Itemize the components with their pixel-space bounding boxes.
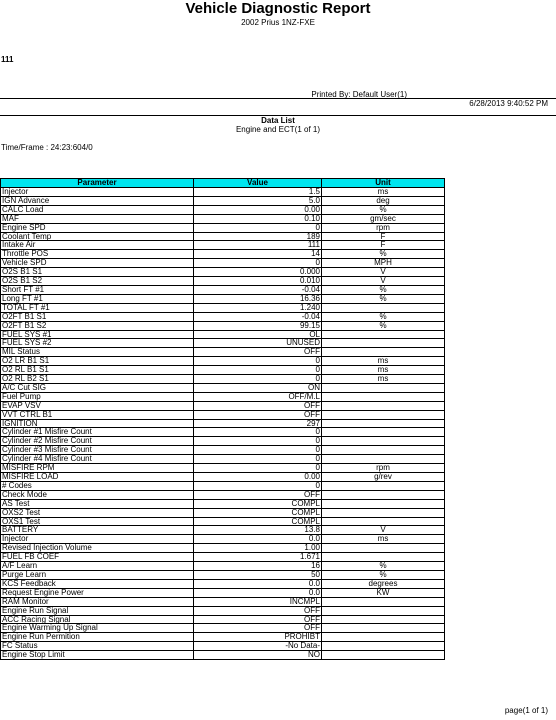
value-cell: OFF bbox=[194, 401, 322, 410]
table-row bbox=[1, 588, 445, 597]
parameter-cell: ACC Racing Signal bbox=[1, 615, 194, 624]
table-row bbox=[1, 410, 445, 419]
value-cell: 297 bbox=[194, 419, 322, 428]
report-title: Vehicle Diagnostic Report bbox=[185, 0, 371, 17]
unit-cell: F bbox=[322, 232, 445, 241]
table-row bbox=[1, 553, 445, 562]
unit-cell: % bbox=[322, 321, 445, 330]
parameter-cell: O2S B1 S2 bbox=[1, 277, 194, 286]
parameter-cell: Engine Run Signal bbox=[1, 606, 194, 615]
unit-cell bbox=[322, 455, 445, 464]
parameter-cell: Cylinder #3 Misfire Count bbox=[1, 446, 194, 455]
table-row bbox=[1, 490, 445, 499]
unit-cell bbox=[322, 446, 445, 455]
value-cell: 1.5 bbox=[194, 188, 322, 197]
value-cell: 0 bbox=[194, 455, 322, 464]
parameter-cell: Check Mode bbox=[1, 490, 194, 499]
parameter-cell: BATTERY bbox=[1, 526, 194, 535]
parameter-cell: O2FT B1 S1 bbox=[1, 312, 194, 321]
value-cell: 99.15 bbox=[194, 321, 322, 330]
value-cell: 0 bbox=[194, 357, 322, 366]
value-cell: OL bbox=[194, 330, 322, 339]
parameter-cell: A/C Cut SIG bbox=[1, 383, 194, 392]
unit-cell bbox=[322, 517, 445, 526]
parameter-cell: Throttle POS bbox=[1, 250, 194, 259]
parameter-cell: Engine Warming Up Signal bbox=[1, 624, 194, 633]
unit-cell: ms bbox=[322, 535, 445, 544]
parameter-cell: Engine Stop Limit bbox=[1, 651, 194, 660]
table-row bbox=[1, 401, 445, 410]
parameter-cell: O2S B1 S1 bbox=[1, 268, 194, 277]
column-header-unit: Unit bbox=[322, 179, 445, 188]
unit-cell: g/rev bbox=[322, 473, 445, 482]
unit-cell bbox=[322, 624, 445, 633]
parameter-cell: O2 RL B1 S1 bbox=[1, 366, 194, 375]
parameter-cell: MISFIRE RPM bbox=[1, 464, 194, 473]
parameter-cell: VVT CTRL B1 bbox=[1, 410, 194, 419]
table-row bbox=[1, 544, 445, 553]
table-row bbox=[1, 214, 445, 223]
table-row bbox=[1, 499, 445, 508]
value-cell: 0 bbox=[194, 375, 322, 384]
table-row bbox=[1, 517, 445, 526]
data-list-table bbox=[0, 178, 445, 660]
parameter-cell: TOTAL FT #1 bbox=[1, 303, 194, 312]
parameter-cell: Short FT #1 bbox=[1, 285, 194, 294]
value-cell: 0.00 bbox=[194, 473, 322, 482]
table-row bbox=[1, 562, 445, 571]
parameter-cell: Cylinder #4 Misfire Count bbox=[1, 455, 194, 464]
table-row bbox=[1, 455, 445, 464]
unit-cell bbox=[322, 633, 445, 642]
value-cell: 0.0 bbox=[194, 535, 322, 544]
table-row bbox=[1, 294, 445, 303]
unit-cell: KW bbox=[322, 588, 445, 597]
value-cell: 189 bbox=[194, 232, 322, 241]
value-cell: 0 bbox=[194, 464, 322, 473]
value-cell: NO bbox=[194, 651, 322, 660]
value-cell: COMPL bbox=[194, 499, 322, 508]
table-row bbox=[1, 196, 445, 205]
value-cell: 0 bbox=[194, 366, 322, 375]
unit-cell: degrees bbox=[322, 579, 445, 588]
unit-cell: % bbox=[322, 312, 445, 321]
unit-cell: ms bbox=[322, 366, 445, 375]
parameter-cell: Vehicle SPD bbox=[1, 259, 194, 268]
unit-cell: V bbox=[322, 526, 445, 535]
value-cell: 0 bbox=[194, 437, 322, 446]
table-row bbox=[1, 446, 445, 455]
parameter-cell: FUEL SYS #2 bbox=[1, 339, 194, 348]
unit-cell bbox=[322, 508, 445, 517]
value-cell: INCMPL bbox=[194, 597, 322, 606]
unit-cell bbox=[322, 651, 445, 660]
column-header-value: Value bbox=[194, 179, 322, 188]
unit-cell: % bbox=[322, 570, 445, 579]
table-row bbox=[1, 606, 445, 615]
unit-cell bbox=[322, 383, 445, 392]
unit-cell: % bbox=[322, 562, 445, 571]
parameter-cell: MIL Status bbox=[1, 348, 194, 357]
value-cell: 0 bbox=[194, 446, 322, 455]
unit-cell bbox=[322, 606, 445, 615]
value-cell: OFF bbox=[194, 615, 322, 624]
parameter-cell: Revised Injection Volume bbox=[1, 544, 194, 553]
parameter-cell: Injector bbox=[1, 188, 194, 197]
parameter-cell: Fuel Pump bbox=[1, 392, 194, 401]
parameter-cell: Injector bbox=[1, 535, 194, 544]
parameter-cell: FC Status bbox=[1, 642, 194, 651]
table-row bbox=[1, 597, 445, 606]
value-cell: 0.0 bbox=[194, 588, 322, 597]
unit-cell bbox=[322, 490, 445, 499]
table-row bbox=[1, 250, 445, 259]
value-cell: OFF bbox=[194, 624, 322, 633]
column-header-parameter: Parameter bbox=[1, 179, 194, 188]
value-cell: 0.0 bbox=[194, 579, 322, 588]
unit-cell: % bbox=[322, 285, 445, 294]
value-cell: OFF/M.L bbox=[194, 392, 322, 401]
value-cell: 14 bbox=[194, 250, 322, 259]
value-cell: -0.04 bbox=[194, 285, 322, 294]
value-cell: PROHIBT bbox=[194, 633, 322, 642]
table-row bbox=[1, 383, 445, 392]
parameter-cell: O2 RL B2 S1 bbox=[1, 375, 194, 384]
parameter-cell: CALC Load bbox=[1, 205, 194, 214]
table-row bbox=[1, 570, 445, 579]
unit-cell bbox=[322, 339, 445, 348]
table-row bbox=[1, 375, 445, 384]
section-subtitle: Engine and ECT(1 of 1) bbox=[235, 125, 321, 134]
table-row bbox=[1, 357, 445, 366]
unit-cell bbox=[322, 428, 445, 437]
unit-cell bbox=[322, 597, 445, 606]
parameter-cell: Request Engine Power bbox=[1, 588, 194, 597]
unit-cell bbox=[322, 437, 445, 446]
value-cell: COMPL bbox=[194, 517, 322, 526]
parameter-cell: OXS1 Test bbox=[1, 517, 194, 526]
value-cell: 0.000 bbox=[194, 268, 322, 277]
table-row bbox=[1, 437, 445, 446]
parameter-cell: RAM Monitor bbox=[1, 597, 194, 606]
value-cell: 0 bbox=[194, 481, 322, 490]
unit-cell bbox=[322, 419, 445, 428]
value-cell: 1.671 bbox=[194, 553, 322, 562]
table-row bbox=[1, 259, 445, 268]
table-row bbox=[1, 348, 445, 357]
unit-cell bbox=[322, 303, 445, 312]
parameter-cell: O2 LR B1 S1 bbox=[1, 357, 194, 366]
parameter-cell: Cylinder #1 Misfire Count bbox=[1, 428, 194, 437]
table-row bbox=[1, 624, 445, 633]
parameter-cell: IGNITION bbox=[1, 419, 194, 428]
parameter-cell: MISFIRE LOAD bbox=[1, 473, 194, 482]
table-row bbox=[1, 285, 445, 294]
parameter-cell: Purge Learn bbox=[1, 570, 194, 579]
unit-cell: % bbox=[322, 205, 445, 214]
timeframe-label: Time/Frame : 24:23:604/0 bbox=[1, 143, 93, 152]
unit-cell bbox=[322, 615, 445, 624]
unit-cell bbox=[322, 481, 445, 490]
table-row bbox=[1, 481, 445, 490]
table-row bbox=[1, 268, 445, 277]
table-row bbox=[1, 651, 445, 660]
value-cell: -0.04 bbox=[194, 312, 322, 321]
report-datetime: 6/28/2013 9:40:52 PM bbox=[469, 99, 548, 108]
parameter-cell: IGN Advance bbox=[1, 196, 194, 205]
value-cell: 0 bbox=[194, 259, 322, 268]
unit-cell bbox=[322, 392, 445, 401]
parameter-cell: AS Test bbox=[1, 499, 194, 508]
parameter-cell: Engine SPD bbox=[1, 223, 194, 232]
value-cell: 50 bbox=[194, 570, 322, 579]
value-cell: OFF bbox=[194, 410, 322, 419]
table-row bbox=[1, 526, 445, 535]
value-cell: 16 bbox=[194, 562, 322, 571]
unit-cell bbox=[322, 499, 445, 508]
unit-cell: ms bbox=[322, 375, 445, 384]
unit-cell: ms bbox=[322, 357, 445, 366]
unit-cell bbox=[322, 401, 445, 410]
value-cell: 0.00 bbox=[194, 205, 322, 214]
parameter-cell: OXS2 Test bbox=[1, 508, 194, 517]
value-cell: 5.0 bbox=[194, 196, 322, 205]
unit-cell: MPH bbox=[322, 259, 445, 268]
table-row bbox=[1, 508, 445, 517]
value-cell: OFF bbox=[194, 606, 322, 615]
parameter-cell: MAF bbox=[1, 214, 194, 223]
unit-cell bbox=[322, 642, 445, 651]
parameter-cell: Long FT #1 bbox=[1, 294, 194, 303]
table-row bbox=[1, 473, 445, 482]
parameter-cell: KCS Feedback bbox=[1, 579, 194, 588]
parameter-cell: Coolant Temp bbox=[1, 232, 194, 241]
unit-cell: % bbox=[322, 250, 445, 259]
table-row bbox=[1, 223, 445, 232]
table-row bbox=[1, 633, 445, 642]
unit-cell: gm/sec bbox=[322, 214, 445, 223]
value-cell: 0 bbox=[194, 428, 322, 437]
value-cell: 0.010 bbox=[194, 277, 322, 286]
table-row bbox=[1, 321, 445, 330]
value-cell: 16.36 bbox=[194, 294, 322, 303]
parameter-cell: EVAP VSV bbox=[1, 401, 194, 410]
unit-cell bbox=[322, 348, 445, 357]
value-cell: UNUSED bbox=[194, 339, 322, 348]
unit-cell bbox=[322, 410, 445, 419]
printed-by: Printed By: Default User(1) bbox=[311, 90, 407, 99]
unit-cell: deg bbox=[322, 196, 445, 205]
parameter-cell: A/F Learn bbox=[1, 562, 194, 571]
parameter-cell: Engine Run Permition bbox=[1, 633, 194, 642]
section-title: Data List bbox=[261, 116, 295, 125]
parameter-cell: Intake Air bbox=[1, 241, 194, 250]
parameter-cell: O2FT B1 S2 bbox=[1, 321, 194, 330]
table-row bbox=[1, 579, 445, 588]
value-cell: 0 bbox=[194, 223, 322, 232]
unit-cell: rpm bbox=[322, 464, 445, 473]
parameter-cell: FUEL SYS #1 bbox=[1, 330, 194, 339]
value-cell: ON bbox=[194, 383, 322, 392]
unit-cell bbox=[322, 330, 445, 339]
table-row bbox=[1, 392, 445, 401]
parameter-cell: Cylinder #2 Misfire Count bbox=[1, 437, 194, 446]
value-cell: -No Data- bbox=[194, 642, 322, 651]
unit-cell: ms bbox=[322, 188, 445, 197]
unit-cell: V bbox=[322, 277, 445, 286]
table-row bbox=[1, 241, 445, 250]
value-cell: OFF bbox=[194, 490, 322, 499]
unit-cell: F bbox=[322, 241, 445, 250]
table-row bbox=[1, 277, 445, 286]
unit-cell: V bbox=[322, 268, 445, 277]
table-row bbox=[1, 366, 445, 375]
unit-cell bbox=[322, 553, 445, 562]
value-cell: OFF bbox=[194, 348, 322, 357]
table-body bbox=[1, 188, 445, 660]
report-id: 111 bbox=[1, 55, 14, 64]
vehicle-subtitle: 2002 Prius 1NZ-FXE bbox=[241, 18, 315, 27]
table-row bbox=[1, 339, 445, 348]
parameter-cell: FUEL FB COEF bbox=[1, 553, 194, 562]
value-cell: 13.8 bbox=[194, 526, 322, 535]
table-row bbox=[1, 312, 445, 321]
value-cell: 0.10 bbox=[194, 214, 322, 223]
value-cell: 111 bbox=[194, 241, 322, 250]
table-header-row bbox=[1, 179, 445, 188]
table-row bbox=[1, 330, 445, 339]
unit-cell: rpm bbox=[322, 223, 445, 232]
table-row bbox=[1, 232, 445, 241]
value-cell: 1.240 bbox=[194, 303, 322, 312]
table-row bbox=[1, 428, 445, 437]
value-cell: COMPL bbox=[194, 508, 322, 517]
value-cell: 1.00 bbox=[194, 544, 322, 553]
page-number: page(1 of 1) bbox=[504, 706, 548, 715]
table-row bbox=[1, 419, 445, 428]
unit-cell: % bbox=[322, 294, 445, 303]
table-row bbox=[1, 303, 445, 312]
table-row bbox=[1, 205, 445, 214]
parameter-cell: # Codes bbox=[1, 481, 194, 490]
unit-cell bbox=[322, 544, 445, 553]
table-row bbox=[1, 464, 445, 473]
table-row bbox=[1, 535, 445, 544]
table-row bbox=[1, 642, 445, 651]
table-row bbox=[1, 615, 445, 624]
table-row bbox=[1, 188, 445, 197]
